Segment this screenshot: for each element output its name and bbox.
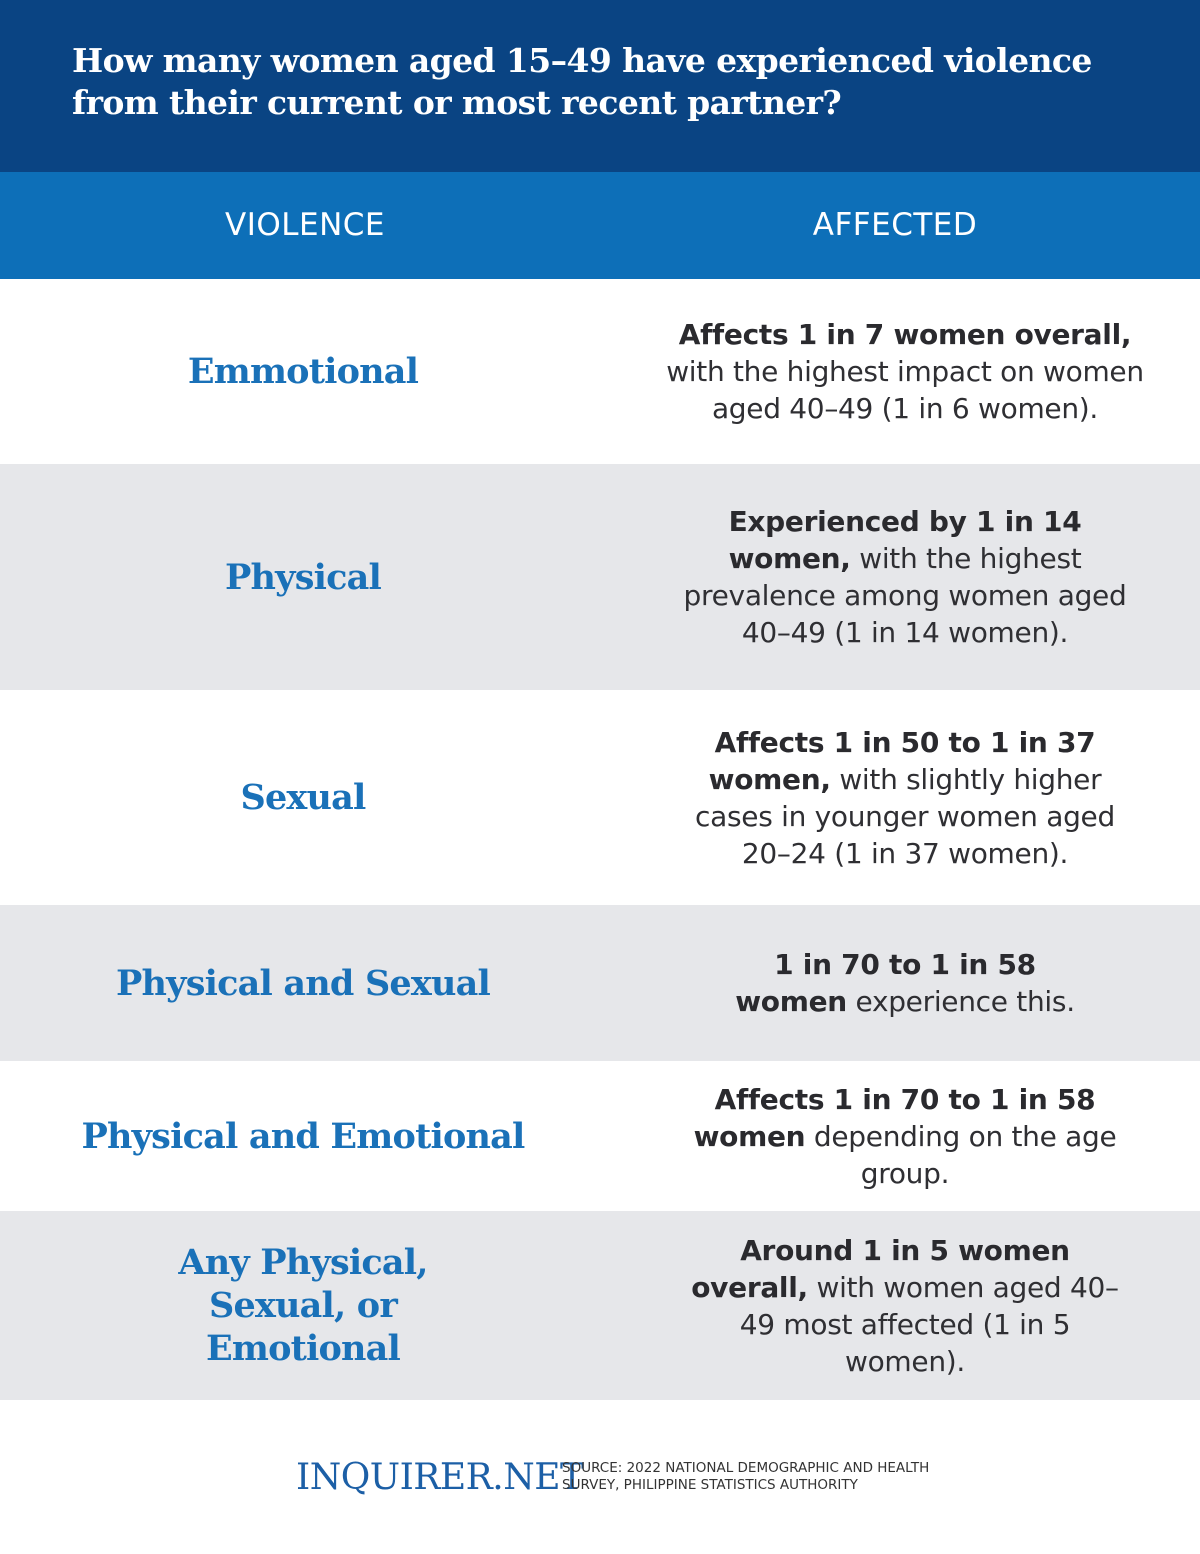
affected-description <box>655 316 1155 427</box>
violence-type: Emmotional <box>187 351 419 392</box>
table-row <box>0 279 1200 464</box>
table-row <box>0 690 1200 905</box>
affected-highlight: Around 1 in 5 women overall, <box>691 1233 1070 1304</box>
column-header-violence: VIOLENCE <box>224 207 386 243</box>
affected-detail: experience this. <box>846 985 1075 1018</box>
title-banner <box>0 0 1200 172</box>
violence-type: Any Physical, Sexual, or Emotional <box>178 1242 428 1369</box>
table-header <box>0 172 1200 279</box>
table-row <box>0 1061 1200 1211</box>
affected-detail: depending on the age group. <box>805 1119 1117 1190</box>
affected-description <box>670 724 1140 872</box>
affected-highlight: Experienced by 1 in 14 women, <box>728 505 1082 575</box>
table-row <box>0 905 1200 1061</box>
column-header-affected: AFFECTED <box>812 207 978 243</box>
page-title: How many women aged 15–49 have experienced violence from their current or most recent partner? <box>72 41 1092 122</box>
table-row <box>0 464 1200 690</box>
violence-type: Sexual <box>240 777 366 818</box>
affected-description <box>680 503 1130 651</box>
affected-highlight: Affects 1 in 7 women overall, <box>678 318 1132 351</box>
affected-detail: with the highest impact on women aged 40–49 (1 in 6 women). <box>666 355 1144 425</box>
inquirer-logo: INQUIRER.NET <box>296 1457 584 1498</box>
affected-highlight: 1 in 70 to 1 in 58 women <box>735 948 1036 1018</box>
footer <box>0 1400 1200 1554</box>
source-line: SURVEY, PHILIPPINE STATISTICS AUTHORITY <box>562 1477 858 1493</box>
affected-description <box>715 946 1095 1020</box>
affected-detail: with slightly higher cases in younger women aged 20–24 (1 in 37 women). <box>695 762 1115 870</box>
violence-type: Physical <box>225 556 381 598</box>
affected-description <box>680 1232 1130 1380</box>
violence-type: Physical and Emotional <box>81 1115 525 1157</box>
violence-type: Physical and Sexual <box>116 962 490 1004</box>
affected-highlight: Affects 1 in 50 to 1 in 37 women, <box>708 725 1096 796</box>
affected-highlight: Affects 1 in 70 to 1 in 58 women <box>693 1082 1096 1153</box>
table-row <box>0 1211 1200 1400</box>
affected-detail: with women aged 40–49 most affected (1 in 5 women). <box>739 1270 1119 1378</box>
affected-description <box>665 1081 1145 1192</box>
affected-detail: with the highest prevalence among women aged 40–49 (1 in 14 women). <box>683 542 1127 649</box>
source-line: SOURCE: 2022 NATIONAL DEMOGRAPHIC AND HEALTH <box>562 1460 930 1476</box>
source-note <box>562 1460 929 1494</box>
